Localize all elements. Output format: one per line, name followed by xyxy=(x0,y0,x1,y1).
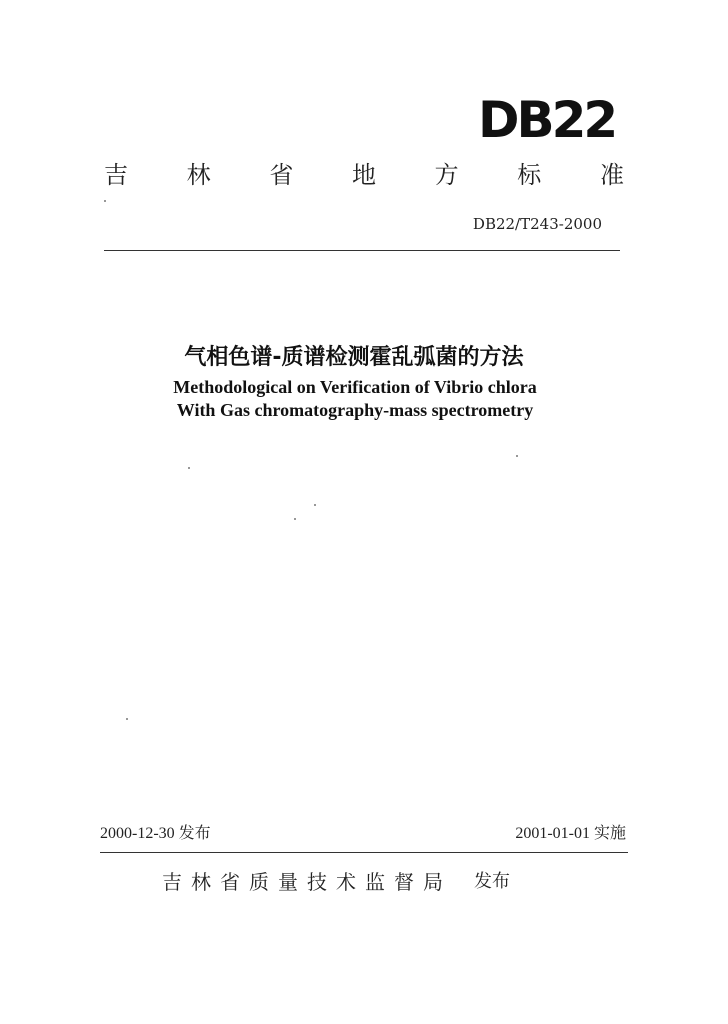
header-divider xyxy=(104,250,620,251)
effective-date: 2001-01-01 实施 xyxy=(515,825,626,842)
publish-action: 发布 xyxy=(474,871,510,892)
category-char: 准 xyxy=(599,161,624,189)
scan-speck xyxy=(188,467,190,469)
category-char: 标 xyxy=(517,161,542,189)
issue-date: 2000-12-30 发布 xyxy=(100,825,211,842)
standard-number: DB22/T243-2000 xyxy=(472,215,602,233)
scan-speck xyxy=(294,518,296,520)
standard-code-large: DB22 xyxy=(478,91,616,149)
title-english-line-1: Methodological on Verification of Vibrio chlora xyxy=(173,377,537,397)
category-char: 林 xyxy=(186,161,211,189)
scan-speck xyxy=(104,200,106,202)
title-block xyxy=(100,340,640,422)
category-char: 吉 xyxy=(104,161,128,189)
date-row xyxy=(100,822,626,846)
category-char: 地 xyxy=(351,161,376,189)
standard-category xyxy=(104,158,624,192)
scan-speck xyxy=(314,504,316,506)
scan-speck xyxy=(126,718,128,720)
title-chinese: 气相色谱-质谱检测霍乱弧菌的方法 xyxy=(184,345,524,370)
publisher-name: 吉林省质量技术监督局 xyxy=(162,870,452,894)
category-char: 方 xyxy=(434,161,459,189)
footer-divider xyxy=(100,852,628,853)
category-char: 省 xyxy=(269,161,294,189)
scan-speck xyxy=(516,455,518,457)
title-english-line-2: With Gas chromatography-mass spectrometry xyxy=(176,400,534,420)
publisher-row xyxy=(162,866,562,898)
